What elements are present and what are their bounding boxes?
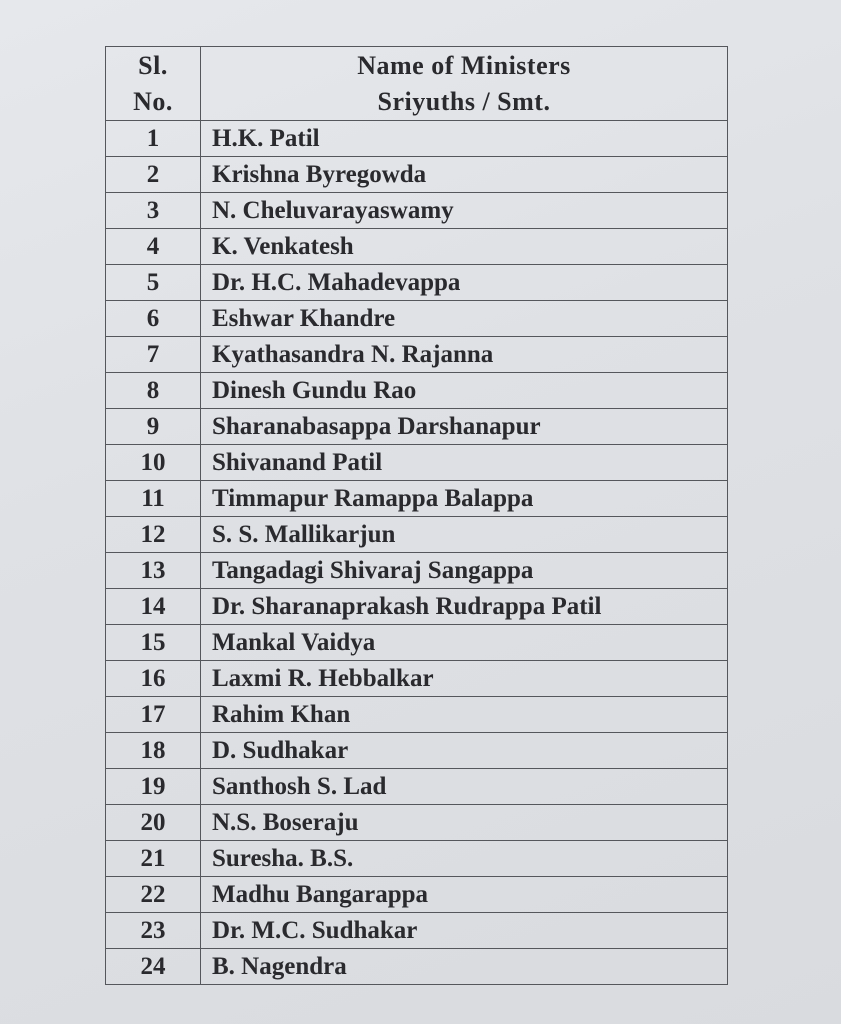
table-row [106, 913, 728, 949]
serial-number-cell: 3 [106, 193, 201, 229]
minister-name-cell: Dr. Sharanaprakash Rudrappa Patil [201, 589, 728, 625]
serial-number-cell: 8 [106, 373, 201, 409]
ministers-table [105, 46, 728, 985]
serial-number-cell: 20 [106, 805, 201, 841]
document-sheet [105, 46, 727, 985]
table-row [106, 625, 728, 661]
table-header-row [106, 47, 728, 121]
minister-name-cell: Tangadagi Shivaraj Sangappa [201, 553, 728, 589]
table-row [106, 409, 728, 445]
serial-number-cell: 19 [106, 769, 201, 805]
table-row [106, 553, 728, 589]
serial-number-cell: 4 [106, 229, 201, 265]
minister-name-cell: Shivanand Patil [201, 445, 728, 481]
serial-number-cell: 23 [106, 913, 201, 949]
serial-number-cell: 22 [106, 877, 201, 913]
serial-number-cell: 13 [106, 553, 201, 589]
serial-header-line-2: No. [133, 86, 173, 116]
serial-header-line-1: Sl. [138, 50, 168, 80]
name-header-line-2: Sriyuths / Smt. [377, 86, 551, 116]
minister-name-cell: B. Nagendra [201, 949, 728, 985]
table-row [106, 841, 728, 877]
serial-number-cell: 6 [106, 301, 201, 337]
minister-name-cell: Sharanabasappa Darshanapur [201, 409, 728, 445]
minister-name-cell: K. Venkatesh [201, 229, 728, 265]
serial-number-cell: 9 [106, 409, 201, 445]
serial-number-cell: 5 [106, 265, 201, 301]
minister-name-cell: N. Cheluvarayaswamy [201, 193, 728, 229]
table-row [106, 517, 728, 553]
serial-number-cell: 1 [106, 121, 201, 157]
table-row [106, 877, 728, 913]
table-row [106, 733, 728, 769]
serial-number-cell: 2 [106, 157, 201, 193]
minister-name-cell: Dr. M.C. Sudhakar [201, 913, 728, 949]
minister-name-cell: Dr. H.C. Mahadevappa [201, 265, 728, 301]
minister-name-cell: N.S. Boseraju [201, 805, 728, 841]
minister-name-cell: Suresha. B.S. [201, 841, 728, 877]
table-row [106, 949, 728, 985]
table-row [106, 661, 728, 697]
table-row [106, 229, 728, 265]
serial-number-cell: 21 [106, 841, 201, 877]
table-row [106, 697, 728, 733]
serial-number-cell: 12 [106, 517, 201, 553]
minister-name-cell: S. S. Mallikarjun [201, 517, 728, 553]
serial-number-cell: 11 [106, 481, 201, 517]
serial-number-header [106, 47, 201, 121]
minister-name-cell: D. Sudhakar [201, 733, 728, 769]
table-row [106, 301, 728, 337]
serial-number-cell: 10 [106, 445, 201, 481]
minister-name-header [201, 47, 728, 121]
name-header-line-1: Name of Ministers [357, 50, 571, 80]
serial-number-cell: 18 [106, 733, 201, 769]
minister-name-cell: Mankal Vaidya [201, 625, 728, 661]
table-row [106, 337, 728, 373]
minister-name-cell: Laxmi R. Hebbalkar [201, 661, 728, 697]
table-row [106, 769, 728, 805]
minister-name-cell: Rahim Khan [201, 697, 728, 733]
table-row [106, 805, 728, 841]
table-row [106, 121, 728, 157]
minister-name-cell: Dinesh Gundu Rao [201, 373, 728, 409]
minister-name-cell: Timmapur Ramappa Balappa [201, 481, 728, 517]
table-body [106, 121, 728, 985]
minister-name-cell: Santhosh S. Lad [201, 769, 728, 805]
table-row [106, 445, 728, 481]
serial-number-cell: 15 [106, 625, 201, 661]
minister-name-cell: Krishna Byregowda [201, 157, 728, 193]
table-row [106, 373, 728, 409]
serial-number-cell: 16 [106, 661, 201, 697]
table-row [106, 265, 728, 301]
table-row [106, 193, 728, 229]
serial-number-cell: 17 [106, 697, 201, 733]
minister-name-cell: H.K. Patil [201, 121, 728, 157]
table-row [106, 589, 728, 625]
serial-number-cell: 7 [106, 337, 201, 373]
minister-name-cell: Madhu Bangarappa [201, 877, 728, 913]
minister-name-cell: Kyathasandra N. Rajanna [201, 337, 728, 373]
minister-name-cell: Eshwar Khandre [201, 301, 728, 337]
table-row [106, 157, 728, 193]
serial-number-cell: 24 [106, 949, 201, 985]
table-row [106, 481, 728, 517]
serial-number-cell: 14 [106, 589, 201, 625]
